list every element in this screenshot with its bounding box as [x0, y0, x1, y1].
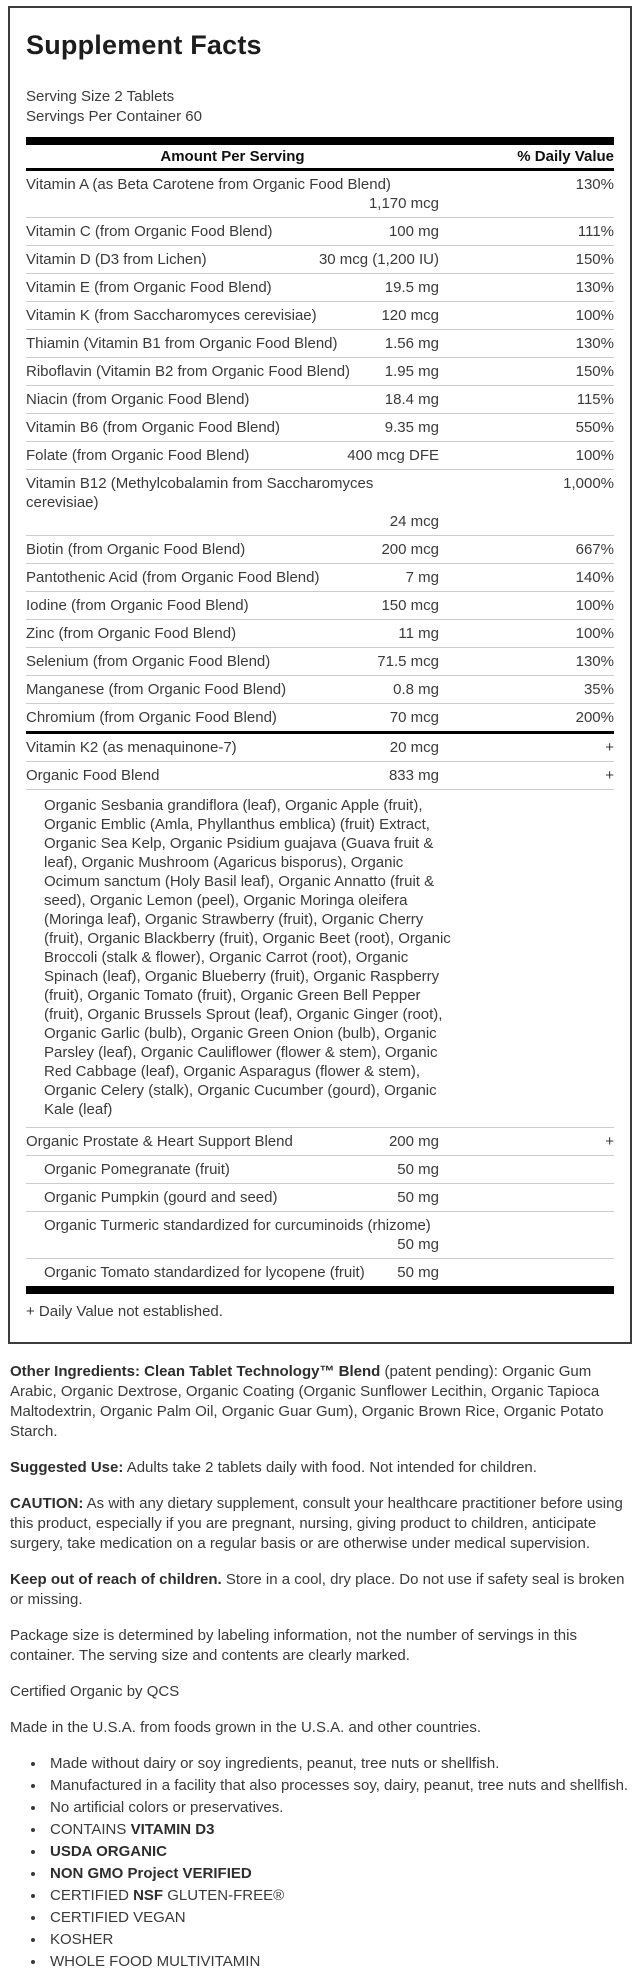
nutrient-row — [26, 591, 614, 619]
nutrient-amount: 120 mcg — [381, 307, 439, 324]
nutrient-row — [26, 1183, 614, 1211]
nutrient-amount: 833 mg — [388, 767, 439, 784]
nutrient-name: Thiamin (Vitamin B1 from Organic Food Blend) — [26, 335, 338, 352]
nutrient-daily-value: 100% — [575, 625, 614, 642]
nutrient-row — [26, 703, 614, 731]
nutrient-amount: 200 mg — [388, 1133, 439, 1150]
nutrient-amount: 18.4 mg — [384, 391, 439, 408]
info-paragraph: CAUTION: As with any dietary supplement, consult your healthcare practitioner before using this product, especially if you are pregnant, nursing, giving product to children, anticipate surgery, take medication on a regular basis or are otherwise under medical supervision. — [10, 1495, 623, 1552]
nutrient-amount: 1.56 mg — [384, 335, 439, 352]
info-paragraph: Package size is determined by labeling information, not the number of servings in this container. The serving size and contents are clearly marked. — [10, 1627, 577, 1664]
bullet-item: • CERTIFIED NSF GLUTEN-FREE® — [46, 1886, 632, 1906]
panel-title: Supplement Facts — [26, 30, 262, 60]
bullet-item: • CONTAINS VITAMIN D3 — [46, 1820, 632, 1840]
nutrient-row — [26, 385, 614, 413]
facts-rows — [26, 171, 614, 1286]
nutrient-name: Pantothenic Acid (from Organic Food Blend) — [26, 569, 320, 586]
nutrient-name: Zinc (from Organic Food Blend) — [26, 625, 237, 642]
nutrient-amount: 150 mcg — [381, 597, 439, 614]
nutrient-row — [26, 761, 614, 789]
nutrient-daily-value: 550% — [575, 419, 614, 436]
nutrient-daily-value: 35% — [583, 681, 614, 698]
nutrient-daily-value — [439, 1160, 614, 1179]
bullet-item: • NON GMO Project VERIFIED — [46, 1864, 632, 1884]
nutrient-daily-value: 150% — [575, 251, 614, 268]
nutrient-amount: 0.8 mg — [393, 681, 439, 698]
bullet-item: • No artificial colors or preservatives. — [46, 1798, 632, 1818]
nutrient-name: Vitamin K2 (as menaquinone-7) — [26, 739, 237, 756]
nutrient-amount: 7 mg — [405, 569, 439, 586]
nutrient-name: Organic Turmeric standardized for curcuminoids (rhizome) — [44, 1217, 431, 1234]
nutrient-amount: 50 mg — [397, 1189, 439, 1206]
nutrient-name: Manganese (from Organic Food Blend) — [26, 681, 287, 698]
nutrient-amount: 200 mcg — [381, 541, 439, 558]
nutrient-row — [26, 1211, 614, 1258]
nutrient-amount: 70 mcg — [389, 709, 439, 726]
nutrient-row — [26, 675, 614, 703]
nutrient-daily-value: 200% — [575, 709, 614, 726]
nutrient-row — [26, 441, 614, 469]
feature-bullets — [46, 1754, 632, 1972]
nutrient-name: Riboflavin (Vitamin B2 from Organic Food Blend) — [26, 363, 351, 380]
nutrient-daily-value: + — [605, 767, 614, 784]
info-paragraph: Made in the U.S.A. from foods grown in the U.S.A. and other countries. — [10, 1719, 482, 1736]
serving-size: Serving Size 2 Tablets — [26, 88, 175, 105]
nutrient-name: Iodine (from Organic Food Blend) — [26, 597, 249, 614]
nutrient-row — [26, 1155, 614, 1183]
daily-value-header: % Daily Value — [517, 148, 614, 165]
nutrient-daily-value — [439, 1188, 614, 1207]
nutrient-daily-value: + — [605, 1133, 614, 1150]
nutrient-name: Chromium (from Organic Food Blend) — [26, 709, 277, 726]
nutrient-name: Organic Tomato standardized for lycopene (fruit) — [44, 1264, 365, 1281]
nutrient-name: Folate (from Organic Food Blend) — [26, 447, 250, 464]
supplement-facts-panel — [8, 6, 632, 1344]
nutrient-row — [26, 245, 614, 273]
bullet-item: • Made without dairy or soy ingredients, peanut, tree nuts or shellfish. — [46, 1754, 632, 1774]
servings-per-container: Servings Per Container 60 — [26, 108, 202, 125]
nutrient-row — [26, 1258, 614, 1286]
blend-ingredient-list: Organic Sesbania grandiflora (leaf), Organic Apple (fruit), Organic Emblic (Amla, Phyllanthus emblica) (fruit) Extract, Organic Sea Kelp, Organic Psidium guajava (Guava fruit & leaf), Organic Mushroom (Agaricus bisporus), Organic Ocimum sanctum (Holy Basil leaf), Organic Annatto (fruit & seed), Organic Lemon (peel), Organic Moringa oleifera (Moringa leaf), Organic Strawberry (fruit), Organic Cherry (fruit), Organic Blackberry (fruit), Organic Beet (root), Organic Broccoli (stalk & flower), Organic Carrot (root), Organic Spinach (leaf), Organic Blueberry (fruit), Organic Raspberry (fruit), Organic Tomato (fruit), Organic Green Bell Pepper (fruit), Organic Brussels Sprout (leaf), Organic Ginger (root), Organic Garlic (bulb), Organic Green Onion (bulb), Organic Parsley (leaf), Organic Cauliflower (flower & stem), Organic Red Cabbage (leaf), Organic Asparagus (flower & stem), Organic Celery (stalk), Organic Cucumber (gourd), Organic Kale (leaf) — [26, 789, 614, 1127]
nutrient-daily-value: 130% — [575, 279, 614, 296]
nutrient-row — [26, 171, 614, 217]
nutrient-daily-value: 115% — [576, 391, 614, 408]
nutrient-row — [26, 647, 614, 675]
nutrient-name: Vitamin D (D3 from Lichen) — [26, 251, 207, 268]
nutrient-daily-value: 100% — [575, 447, 614, 464]
info-paragraph: Suggested Use: Adults take 2 tablets daily with food. Not intended for children. — [10, 1459, 537, 1476]
nutrient-daily-value: 111% — [577, 223, 614, 240]
nutrient-name: Selenium (from Organic Food Blend) — [26, 653, 271, 670]
nutrient-amount: 50 mg — [397, 1264, 439, 1281]
nutrient-daily-value: 140% — [575, 569, 614, 586]
nutrient-daily-value: 667% — [575, 541, 614, 558]
nutrient-name: Organic Pomegranate (fruit) — [44, 1161, 230, 1178]
nutrient-row — [26, 301, 614, 329]
nutrient-daily-value: + — [605, 739, 614, 756]
nutrient-name: Vitamin B12 (Methylcobalamin from Saccharomyces cerevisiae) — [26, 475, 374, 511]
nutrient-name: Organic Prostate & Heart Support Blend — [26, 1133, 293, 1150]
bullet-item: • USDA ORGANIC — [46, 1842, 632, 1862]
info-paragraphs — [8, 1344, 632, 1738]
nutrient-name: Organic Pumpkin (gourd and seed) — [44, 1189, 278, 1206]
bullet-item: • Manufactured in a facility that also processes soy, dairy, peanut, tree nuts and shellfish. — [46, 1776, 632, 1796]
info-paragraph: Keep out of reach of children. Store in a cool, dry place. Do not use if safety seal is broken or missing. — [10, 1571, 625, 1608]
nutrient-amount: 1,170 mcg — [368, 195, 439, 212]
bullet-item: • KOSHER — [46, 1930, 632, 1950]
daily-value-footnote: + Daily Value not established. — [26, 1286, 614, 1332]
nutrient-amount: 19.5 mg — [384, 279, 439, 296]
nutrient-name: Vitamin B6 (from Organic Food Blend) — [26, 419, 280, 436]
nutrient-daily-value: 130% — [575, 653, 614, 670]
info-paragraph: Certified Organic by QCS — [10, 1683, 180, 1700]
nutrient-name: Vitamin A (as Beta Carotene from Organic Food Blend) — [26, 176, 391, 193]
nutrient-name: Biotin (from Organic Food Blend) — [26, 541, 246, 558]
nutrient-amount: 400 mcg DFE — [347, 447, 439, 464]
nutrient-row — [26, 731, 614, 761]
bullet-item: • CERTIFIED VEGAN — [46, 1908, 632, 1928]
nutrient-amount: 71.5 mcg — [377, 653, 439, 670]
nutrient-amount: 50 mg — [397, 1236, 439, 1253]
nutrient-name: Vitamin E (from Organic Food Blend) — [26, 279, 272, 296]
nutrient-row — [26, 469, 614, 535]
nutrient-amount: 24 mcg — [389, 513, 439, 530]
nutrient-daily-value: 130% — [575, 335, 614, 352]
nutrient-name: Vitamin C (from Organic Food Blend) — [26, 223, 273, 240]
nutrient-row — [26, 329, 614, 357]
nutrient-row — [26, 535, 614, 563]
nutrient-daily-value: 130% — [575, 176, 614, 193]
nutrient-daily-value: 100% — [575, 597, 614, 614]
nutrient-row — [26, 413, 614, 441]
nutrient-daily-value: 1,000% — [563, 475, 614, 492]
nutrient-name: Niacin (from Organic Food Blend) — [26, 391, 250, 408]
nutrient-amount: 100 mg — [388, 223, 439, 240]
nutrient-row — [26, 217, 614, 245]
nutrient-amount: 50 mg — [397, 1161, 439, 1178]
nutrient-row — [26, 273, 614, 301]
facts-column-header — [26, 137, 614, 171]
nutrient-name: Organic Food Blend — [26, 767, 160, 784]
nutrient-name: Vitamin K (from Saccharomyces cerevisiae) — [26, 307, 317, 324]
nutrient-daily-value: 150% — [575, 363, 614, 380]
nutrient-amount: 30 mcg (1,200 IU) — [318, 251, 439, 268]
nutrient-amount: 20 mcg — [389, 739, 439, 756]
nutrient-amount: 9.35 mg — [384, 419, 439, 436]
nutrient-row — [26, 357, 614, 385]
nutrient-daily-value: 100% — [575, 307, 614, 324]
bullet-item: • WHOLE FOOD MULTIVITAMIN — [46, 1952, 632, 1972]
nutrient-daily-value — [439, 1263, 614, 1282]
nutrient-amount: 11 mg — [398, 625, 439, 642]
nutrient-row — [26, 619, 614, 647]
amount-per-serving-header: Amount Per Serving — [160, 148, 305, 165]
nutrient-row — [26, 1127, 614, 1155]
info-paragraph: Other Ingredients: Clean Tablet Technology™ Blend (patent pending): Organic Gum Arabic, Organic Dextrose, Organic Coating (Organic Sunflower Lecithin, Organic Tapioca Maltodextrin, Organic Palm Oil, Organic Guar Gum), Organic Brown Rice, Organic Potato Starch. — [10, 1363, 604, 1440]
nutrient-amount: 1.95 mg — [384, 363, 439, 380]
nutrient-row — [26, 563, 614, 591]
